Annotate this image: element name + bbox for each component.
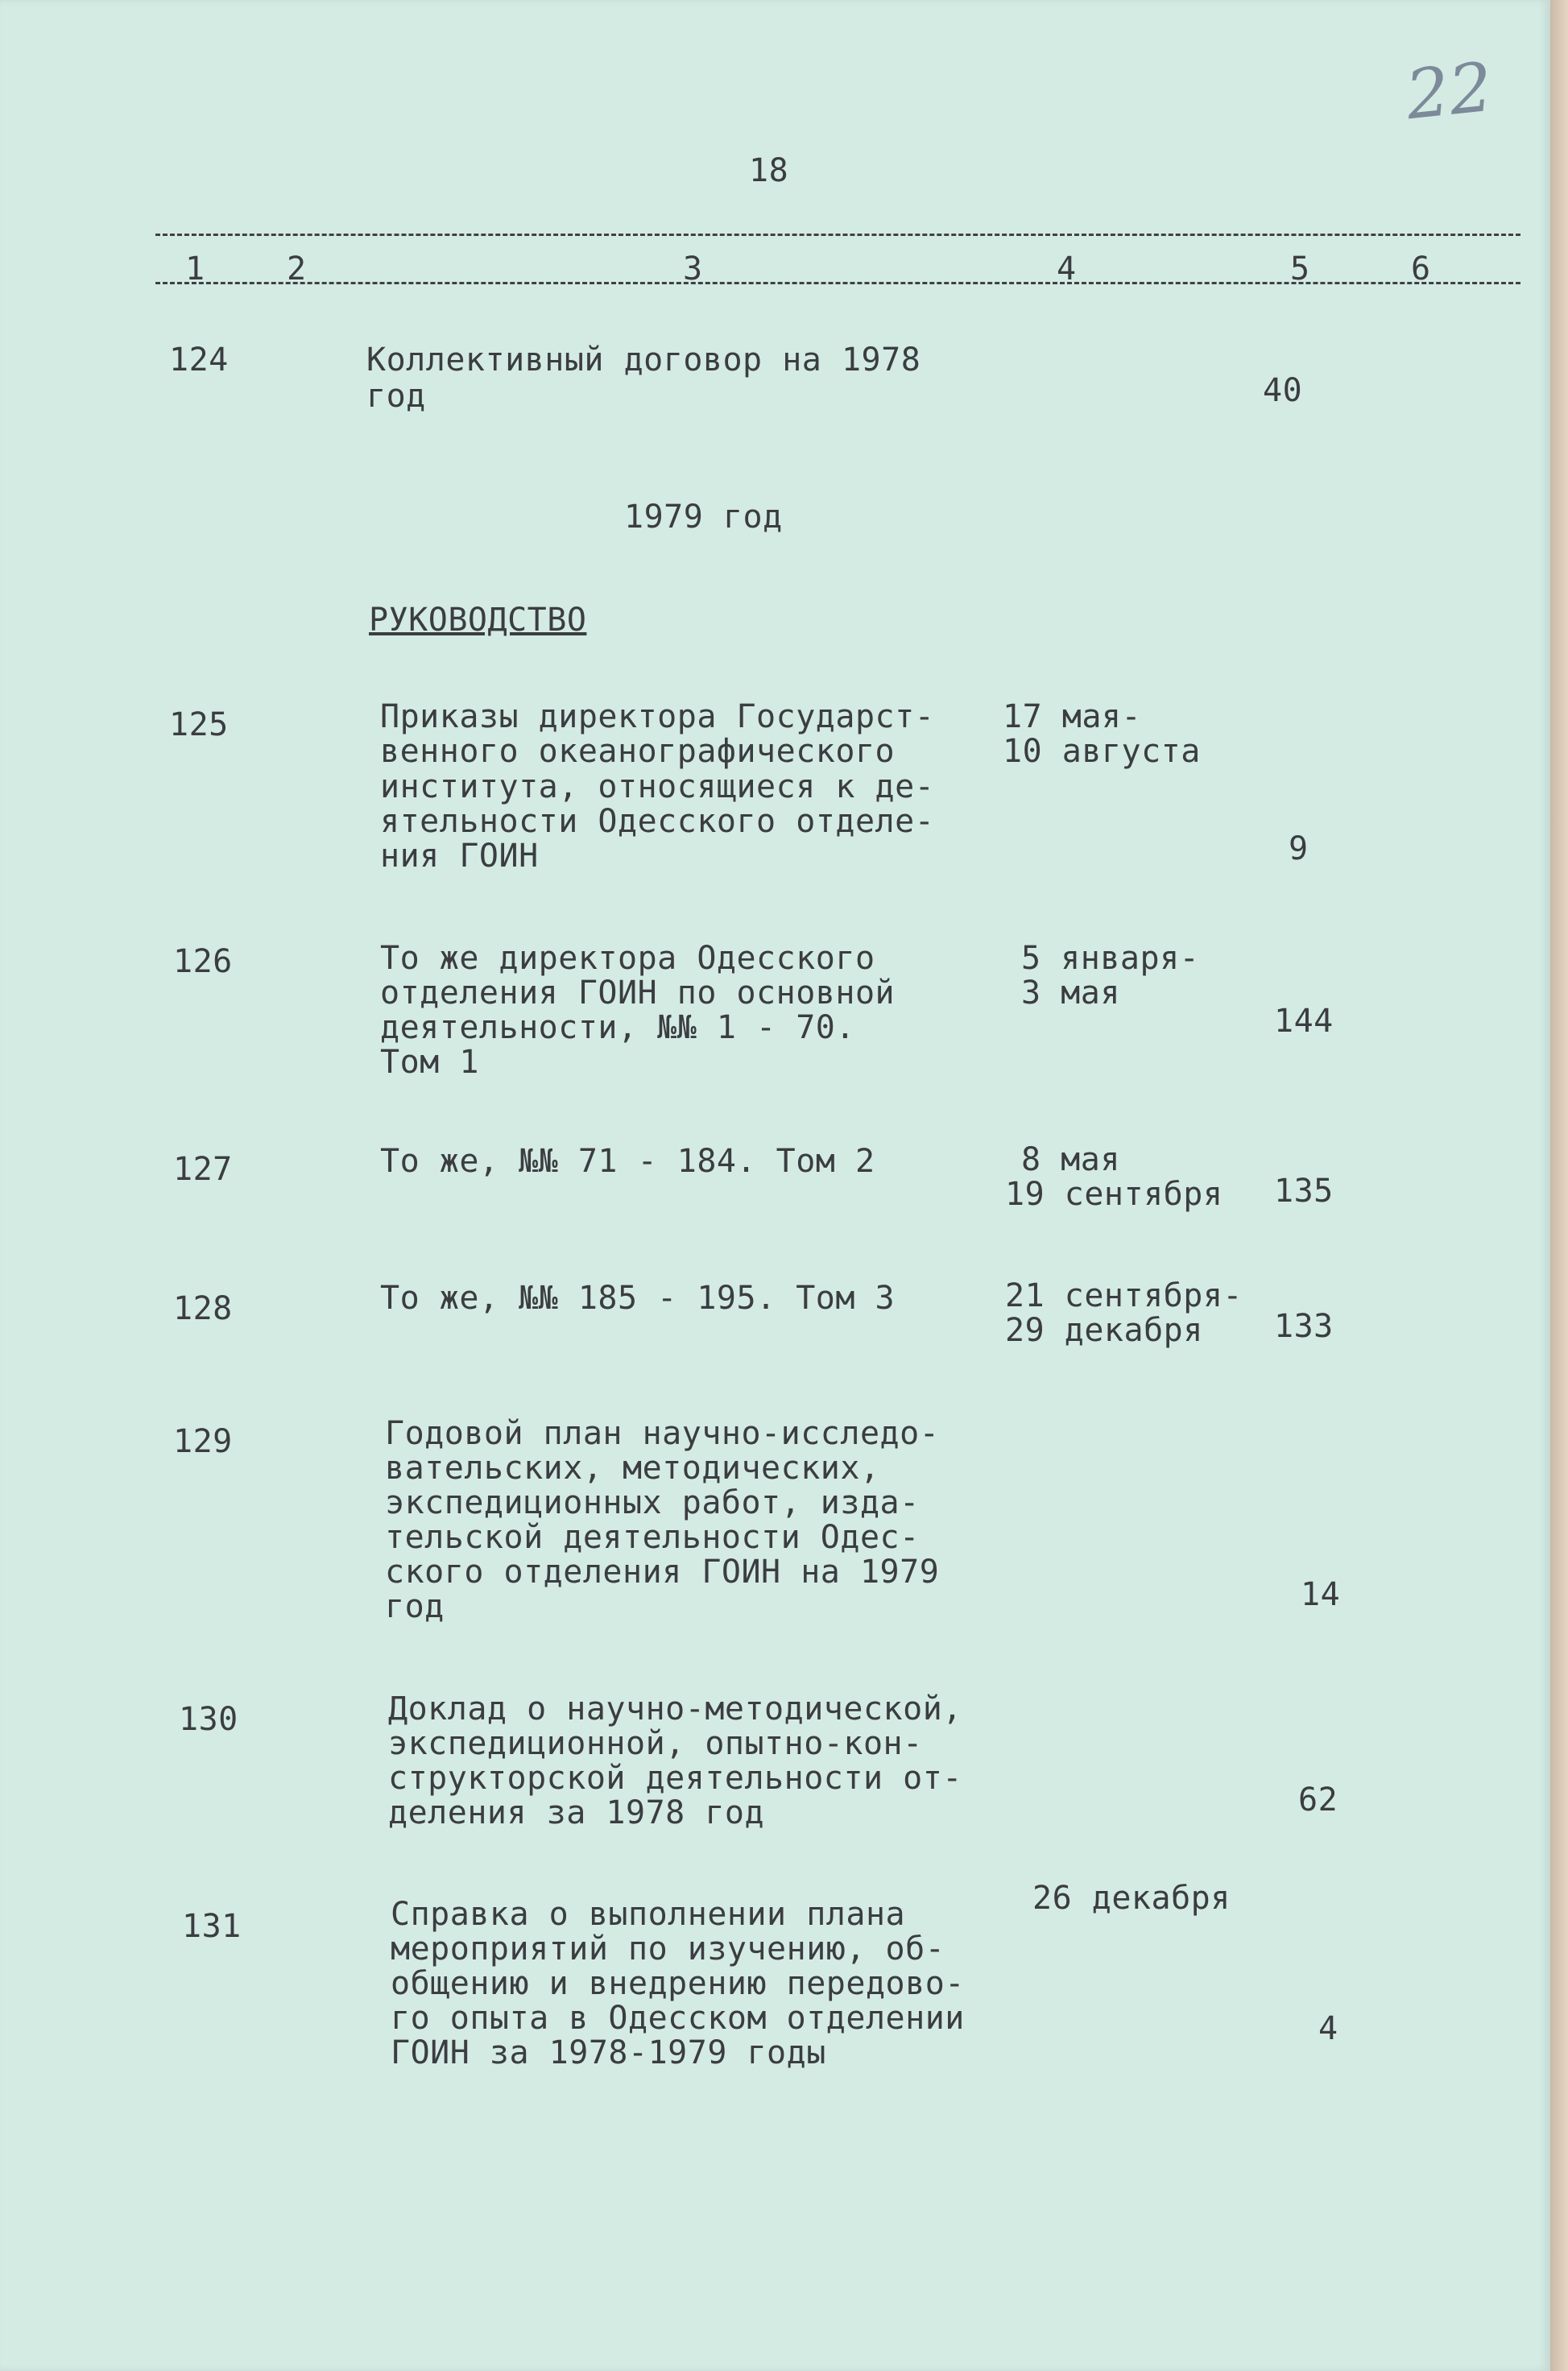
entry-sheet-count: 4 [1318, 2010, 1338, 2047]
year-heading: 1979 год [624, 499, 783, 536]
entry-title-line: деления за 1978 год [388, 1794, 765, 1831]
entry-number: 130 [179, 1701, 238, 1738]
entry-title-line: деятельности, №№ 1 - 70. [380, 1009, 855, 1046]
entry-title-line: ского отделения ГОИН на 1979 [385, 1554, 940, 1591]
entry-date-line: 5 января- [1021, 940, 1200, 977]
entry-title-line: То же, №№ 185 - 195. Том 3 [380, 1280, 896, 1317]
entry-title-line: ятельности Одесского отделе- [380, 803, 935, 840]
entry-date-line: 29 декабря [1005, 1312, 1203, 1349]
entry-date-line: 19 сентября [1005, 1176, 1223, 1213]
entry-title-line: тельской деятельности Одес- [385, 1519, 920, 1556]
scanner-edge [1550, 0, 1568, 2371]
entry-sheet-count: 62 [1298, 1781, 1338, 1819]
entry-title-line: экспедиционных работ, изда- [385, 1484, 920, 1521]
entry-title-line: венного океанографического [380, 733, 896, 770]
entry-date-line: 26 декабря [1032, 1880, 1231, 1917]
entry-title-line: Приказы директора Государст- [380, 698, 935, 735]
entry-title-line: экспедиционной, опытно-кон- [388, 1725, 923, 1762]
entry-sheet-count: 144 [1274, 1003, 1334, 1040]
entry-number: 124 [169, 341, 229, 379]
column-header-5: 5 [1290, 250, 1310, 288]
column-header-2: 2 [287, 250, 307, 288]
entry-title-line: год [366, 378, 426, 415]
entry-number: 125 [169, 706, 229, 743]
entry-title-line: отделения ГОИН по основной [380, 974, 896, 1012]
column-header-1: 1 [185, 250, 205, 288]
entry-number: 127 [173, 1151, 233, 1188]
entry-date-line: 10 августа [1003, 733, 1201, 770]
entry-title-line: го опыта в Одесском отделении [391, 2000, 965, 2037]
entry-date-line: 3 мая [1021, 974, 1120, 1012]
entry-title-line: год [385, 1588, 445, 1625]
entry-title-line: ГОИН за 1978-1979 годы [391, 2034, 826, 2071]
entry-title-line: общению и внедрению передово- [391, 1965, 965, 2002]
entry-number: 126 [173, 943, 233, 980]
entry-title-line: То же, №№ 71 - 184. Том 2 [380, 1143, 875, 1180]
column-header-4: 4 [1057, 250, 1077, 288]
section-heading: РУКОВОДСТВО [369, 602, 587, 639]
handwritten-folio-number: 22 [1402, 47, 1496, 135]
entry-title-line: структорской деятельности от- [388, 1760, 962, 1797]
entry-title-line: Годовой план научно-исследо- [385, 1415, 940, 1452]
entry-title-line: вательских, методических, [385, 1450, 880, 1487]
entry-title-line: Доклад о научно-методической, [388, 1690, 962, 1728]
entry-date-line: 17 мая- [1003, 698, 1142, 735]
entry-title-line: Том 1 [380, 1044, 479, 1081]
entry-date-line: 8 мая [1021, 1141, 1120, 1178]
column-header-3: 3 [683, 250, 703, 288]
column-header-6: 6 [1411, 250, 1431, 288]
entry-title-line: мероприятий по изучению, об- [391, 1930, 945, 1968]
entry-sheet-count: 133 [1274, 1308, 1334, 1345]
entry-title-line: То же директора Одесского [380, 940, 875, 977]
entry-title-line: института, относящиеся к де- [380, 768, 935, 805]
page-number: 18 [749, 152, 789, 189]
table-top-rule [155, 234, 1520, 236]
entry-sheet-count: 40 [1263, 372, 1303, 409]
entry-title-line: Коллективный договор на 1978 [366, 341, 921, 379]
table-header-rule [155, 282, 1520, 284]
entry-title-line: ния ГОИН [380, 838, 539, 875]
entry-sheet-count: 14 [1301, 1576, 1341, 1613]
entry-title-line: Справка о выполнении плана [391, 1896, 906, 1933]
entry-number: 131 [182, 1908, 242, 1945]
entry-sheet-count: 135 [1274, 1173, 1334, 1210]
entry-sheet-count: 9 [1289, 830, 1309, 867]
entry-number: 128 [173, 1290, 233, 1327]
entry-number: 129 [173, 1423, 233, 1460]
entry-date-line: 21 сентября- [1005, 1277, 1243, 1314]
